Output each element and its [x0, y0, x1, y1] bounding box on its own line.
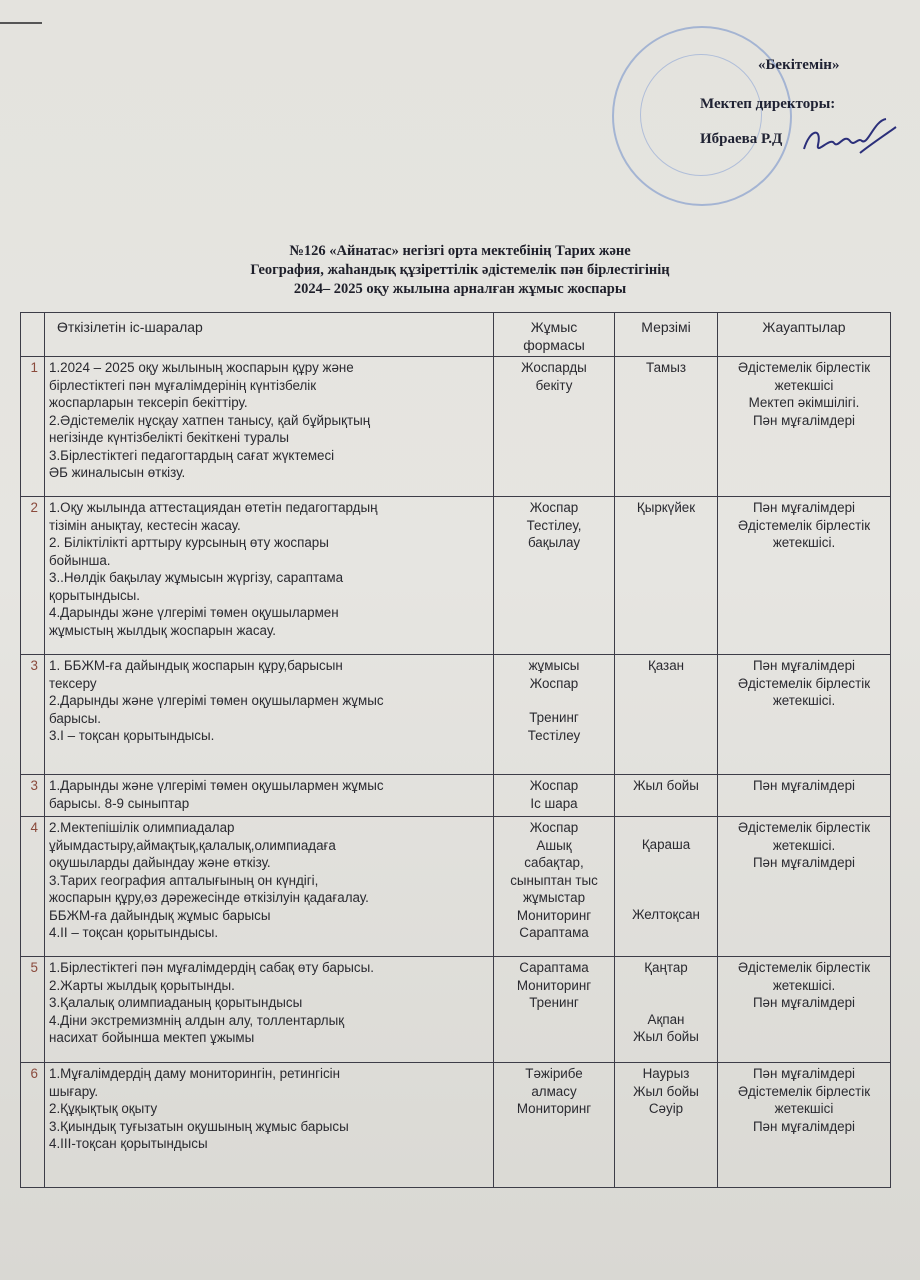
row-number: 3: [21, 655, 45, 775]
header-form: Жұмыс формасы: [494, 313, 615, 357]
row-term: Қараша Желтоқсан: [615, 817, 718, 957]
table-row: [21, 655, 891, 775]
title-line-2: География, жаһандық құзіреттілік әдістемелік пән бірлестігінің: [250, 262, 670, 278]
row-term: Қазан: [615, 655, 718, 775]
approval-heading: «Бекітемін»: [758, 57, 840, 73]
row-responsible: Әдістемелік бірлестік жетекшісі. Пән мұғалімдері: [718, 957, 891, 1063]
row-activities: 1.Оқу жылында аттестациядан өтетін педагогтардың тізімін анықтау, кестесін жасау. 2. Біліктілікті арттыру курсының өту жоспары бойынша. 3..Нөлдік бақылау жұмысын жүргізу, сараптама қорытындысы. 4.Дарынды және үлгерімі төмен оқушылармен жұмыстың жылдық жоспарын жасау.: [45, 497, 494, 655]
header-term: Мерзімі: [615, 313, 718, 357]
row-activities: 1.Бірлестіктегі пән мұғалімдердің сабақ өту барысы. 2.Жарты жылдық қорытынды. 3.Қалалық олимпиаданың қорытындысы 4.Діни экстремизмнің алдын алу, толлентарлық насихат бойынша мектеп ұжымы: [45, 957, 494, 1063]
top-edge-mark: [0, 22, 42, 24]
row-number: 5: [21, 957, 45, 1063]
row-term: Қаңтар Ақпан Жыл бойы: [615, 957, 718, 1063]
table-row: [21, 775, 891, 817]
table-row: [21, 357, 891, 497]
row-form: Жоспар Ашық сабақтар, сыныптан тыс жұмыстар Мониторинг Сараптама: [494, 817, 615, 957]
row-form: Жоспарды бекіту: [494, 357, 615, 497]
row-responsible: Әдістемелік бірлестік жетекшісі. Пән мұғалімдері: [718, 817, 891, 957]
row-activities: 1.Дарынды және үлгерімі төмен оқушылармен жұмыс барысы. 8-9 сыныптар: [45, 775, 494, 817]
header-number: [21, 313, 45, 357]
row-form: Жоспар Тестілеу, бақылау: [494, 497, 615, 655]
director-name: Ибраева Р.Д: [700, 131, 783, 147]
director-signature: [800, 115, 900, 165]
row-term: Жыл бойы: [615, 775, 718, 817]
row-activities: 2.Мектепішілік олимпиадалар ұйымдастыру,аймақтық,қалалық,олимпиадаға оқушыларды дайындау және өткізу. 3.Тарих география апталығының он күндігі, жоспарын құру,өз дәрежесінде өткізілуін қадағалау. ББЖМ-ға дайындық жұмыс барысы 4.ІІ – тоқсан қорытындысы.: [45, 817, 494, 957]
row-form: Жоспар Іс шара: [494, 775, 615, 817]
row-number: 6: [21, 1063, 45, 1188]
row-number: 2: [21, 497, 45, 655]
row-activities: 1. ББЖМ-ға дайындық жоспарын құру,барысын тексеру 2.Дарынды және үлгерімі төмен оқушылармен жұмыс барысы. 3.І – тоқсан қорытындысы.: [45, 655, 494, 775]
row-responsible: Әдістемелік бірлестік жетекшісі Мектеп әкімшілігі. Пән мұғалімдері: [718, 357, 891, 497]
title-line-1: №126 «Айнатас» негізгі орта мектебінің Тарих және: [289, 243, 631, 259]
table-row: [21, 957, 891, 1063]
director-label: Мектеп директоры:: [700, 96, 836, 112]
table-row: [21, 817, 891, 957]
row-form: жұмысы Жоспар Тренинг Тестілеу: [494, 655, 615, 775]
row-term: Қыркүйек: [615, 497, 718, 655]
table-row: [21, 497, 891, 655]
row-activities: 1.Мұғалімдердің даму мониторингін, ретингісін шығару. 2.Құқықтық оқыту 3.Қиындық туғызатын оқушының жұмыс барысы 4.ІІІ-тоқсан қорытындысы: [45, 1063, 494, 1188]
row-responsible: Пән мұғалімдері Әдістемелік бірлестік жетекшісі.: [718, 655, 891, 775]
row-form: Тәжірибе алмасу Мониторинг: [494, 1063, 615, 1188]
row-term: Тамыз: [615, 357, 718, 497]
table-header-row: [21, 313, 891, 357]
row-number: 4: [21, 817, 45, 957]
title-line-3: 2024– 2025 оқу жылына арналған жұмыс жоспары: [293, 281, 627, 297]
row-number: 3: [21, 775, 45, 817]
row-form: Сараптама Мониторинг Тренинг: [494, 957, 615, 1063]
work-plan-table: [20, 312, 891, 1188]
header-activities: Өткізілетін іс-шаралар: [45, 313, 494, 357]
row-responsible: Пән мұғалімдері Әдістемелік бірлестік жетекшісі.: [718, 497, 891, 655]
header-responsible: Жауаптылар: [718, 313, 891, 357]
row-number: 1: [21, 357, 45, 497]
row-term: Наурыз Жыл бойы Сәуір: [615, 1063, 718, 1188]
table-row: [21, 1063, 891, 1188]
row-activities: 1.2024 – 2025 оқу жылының жоспарын құру және бірлестіктегі пән мұғалімдерінің күнтізбелік жоспарларын тексеріп бекіттіру. 2.Әдістемелік нұсқау хатпен танысу, қай бұйрықтың негізінде күнтізбелікті бекіткені туралы 3.Бірлестіктегі педагогтардың сағат жүктемесі ӘБ жиналысын өткізу.: [45, 357, 494, 497]
row-responsible: Пән мұғалімдері: [718, 775, 891, 817]
school-seal-stamp: [612, 26, 792, 206]
row-responsible: Пән мұғалімдері Әдістемелік бірлестік жетекшісі Пән мұғалімдері: [718, 1063, 891, 1188]
